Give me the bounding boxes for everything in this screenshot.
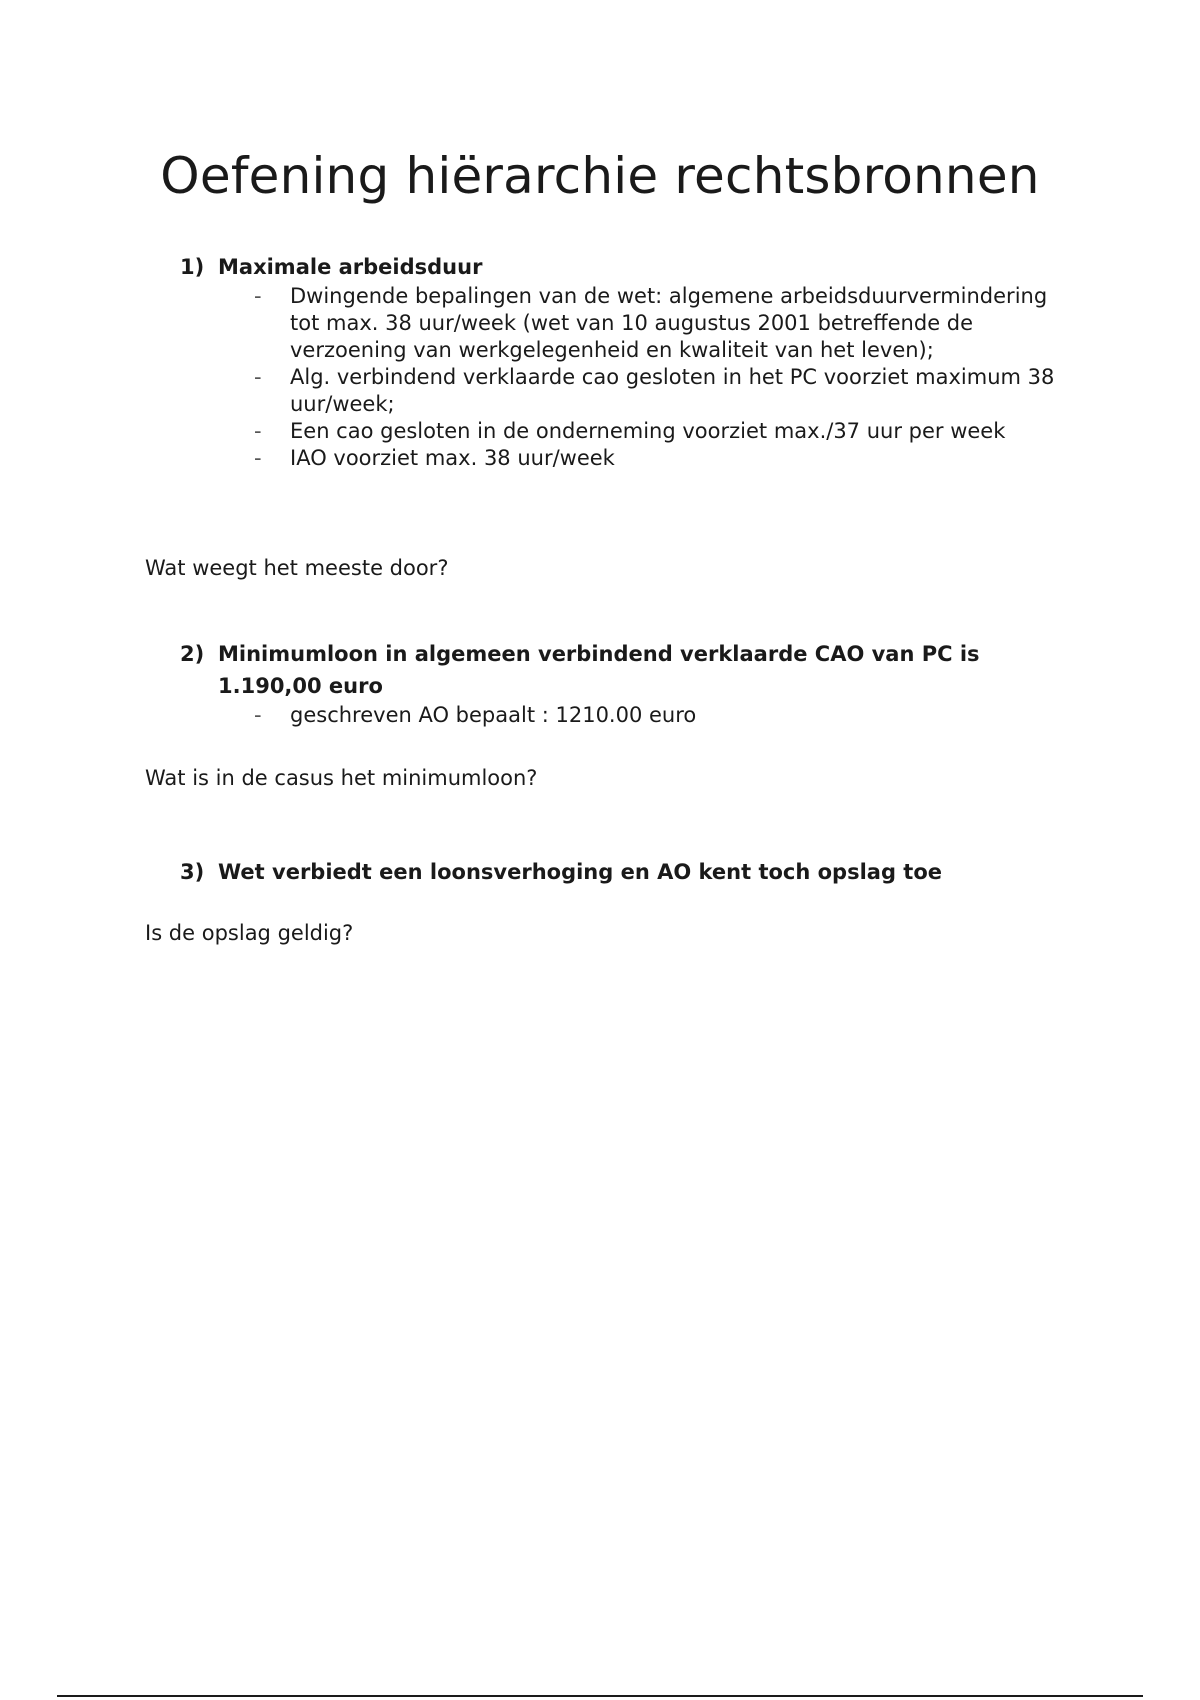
section-3-title: Wet verbiedt een loonsverhoging en AO kent toch opslag toe bbox=[218, 860, 943, 884]
list-item: - IAO voorziet max. 38 uur/week bbox=[180, 445, 1060, 472]
question-1: Wat weegt het meeste door? bbox=[145, 556, 449, 580]
question-2: Wat is in de casus het minimumloon? bbox=[145, 766, 538, 790]
section-3 bbox=[180, 856, 1060, 888]
section-1-number: 1) bbox=[180, 255, 205, 279]
list-item: - Een cao gesloten in de onderneming voorziet max./37 uur per week bbox=[180, 418, 1060, 445]
list-item: - geschreven AO bepaalt : 1210.00 euro bbox=[180, 702, 1060, 729]
section-1-heading bbox=[180, 251, 1060, 283]
section-2-number: 2) bbox=[180, 642, 205, 666]
question-3: Is de opslag geldig? bbox=[145, 921, 354, 945]
section-2-title: Minimumloon in algemeen verbindend verklaarde CAO van PC is 1.190,00 euro bbox=[218, 642, 980, 698]
list-item: - Dwingende bepalingen van de wet: algemene arbeidsduurvermindering tot max. 38 uur/week (wet van 10 augustus 2001 betreffende de verzoening van werkgelegenheid en kwaliteit van het leven); bbox=[180, 283, 1060, 364]
section-2-bullet-list bbox=[180, 702, 1060, 729]
list-item: - Alg. verbindend verklaarde cao gesloten in het PC voorziet maximum 38 uur/week; bbox=[180, 364, 1060, 418]
section-1 bbox=[180, 251, 1060, 472]
section-2-heading bbox=[180, 638, 1060, 702]
page-title: Oefening hiërarchie rechtsbronnen bbox=[160, 147, 1040, 205]
section-3-heading bbox=[180, 856, 1060, 888]
section-1-title: Maximale arbeidsduur bbox=[218, 255, 483, 279]
section-2 bbox=[180, 638, 1060, 729]
section-3-number: 3) bbox=[180, 860, 205, 884]
section-1-bullet-list bbox=[180, 283, 1060, 472]
footer-divider bbox=[57, 1695, 1143, 1697]
